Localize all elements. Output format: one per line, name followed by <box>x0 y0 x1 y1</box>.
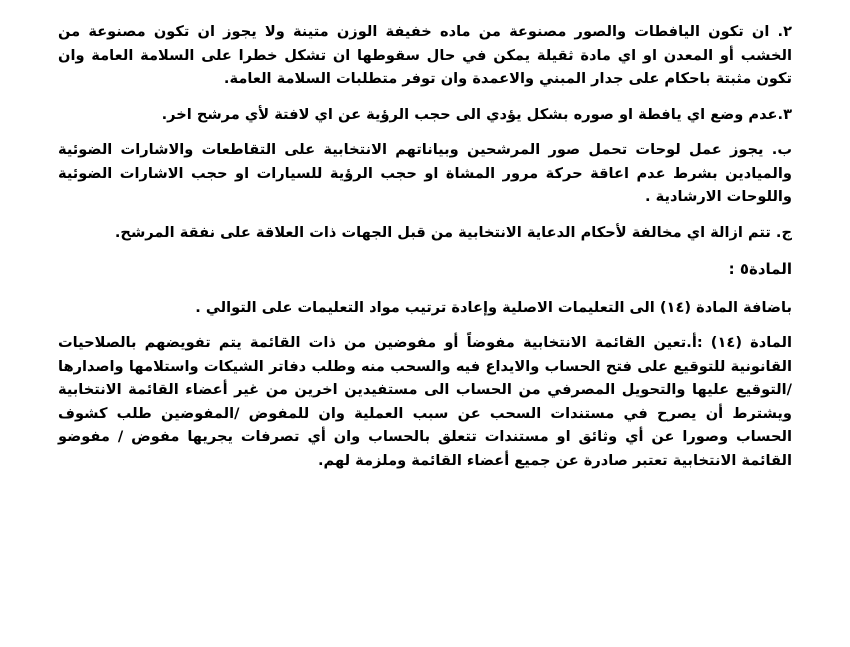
paragraph-clause-b: ب. يجوز عمل لوحات تحمل صور المرشحين وبياناتهم الانتخابية على التقاطعات والاشارات الضوئية والميادين بشرط عدم اعاقة حركة مرور المشاة او حجب الرؤية للسيارات او حجب الاشارات الضوئية واللوحات الارشادية . <box>58 141 792 205</box>
article-5-heading: المادة٥ : <box>728 260 792 278</box>
paragraph-article-14: المادة (١٤) :أ.تعين القائمة الانتخابية مفوضاً أو مفوضين من ذات القائمة يتم تفويضهم بالصلاحيات القانونية للتوقيع على فتح الحساب والايداع فيه والسحب منه وطلب دفاتر الشيكات واستلامها واصدارها /التوقيع عليها والتحويل المصرفي من الحساب الى مستفيدين اخرين من غير أعضاء القائمة الانتخابية ويشترط أن يصرح في مستندات السحب عن سبب العملية وان للمفوض /المفوضين طلب كشوف الحساب وصورا عن أي وثائق او مستندات تتعلق بالحساب وان أي تصرفات يجريها مفوض / مفوضو القائمة الانتخابية تعتبر صادرة عن جميع أعضاء القائمة وملزمة لهم. <box>58 334 792 469</box>
paragraph-item-2: ٢. ان تكون اليافطات والصور مصنوعة من ماده خفيفة الوزن متينة ولا يجوز ان تكون مصنوعة من الخشب أو المعدن او اي مادة ثقيلة يمكن في حال سقوطها ان تشكل خطرا على السلامة العامة وان تكون مثبتة باحكام على جدار المبني والاعمدة وان توفر متطلبات السلامة العامة. <box>58 23 792 87</box>
paragraph-addition: باضافة المادة (١٤) الى التعليمات الاصلية وإعادة ترتيب مواد التعليمات على التوالي . <box>195 298 792 316</box>
paragraph-clause-j: ج. تتم ازالة اي مخالفة لأحكام الدعاية الانتخابية من قبل الجهات ذات العلاقة على نفقة المرشح. <box>114 223 792 241</box>
paragraph-item-3: ٣.عدم وضع اي يافطة او صوره بشكل يؤدي الى حجب الرؤية عن اي لافتة لأي مرشح اخر. <box>161 105 792 123</box>
